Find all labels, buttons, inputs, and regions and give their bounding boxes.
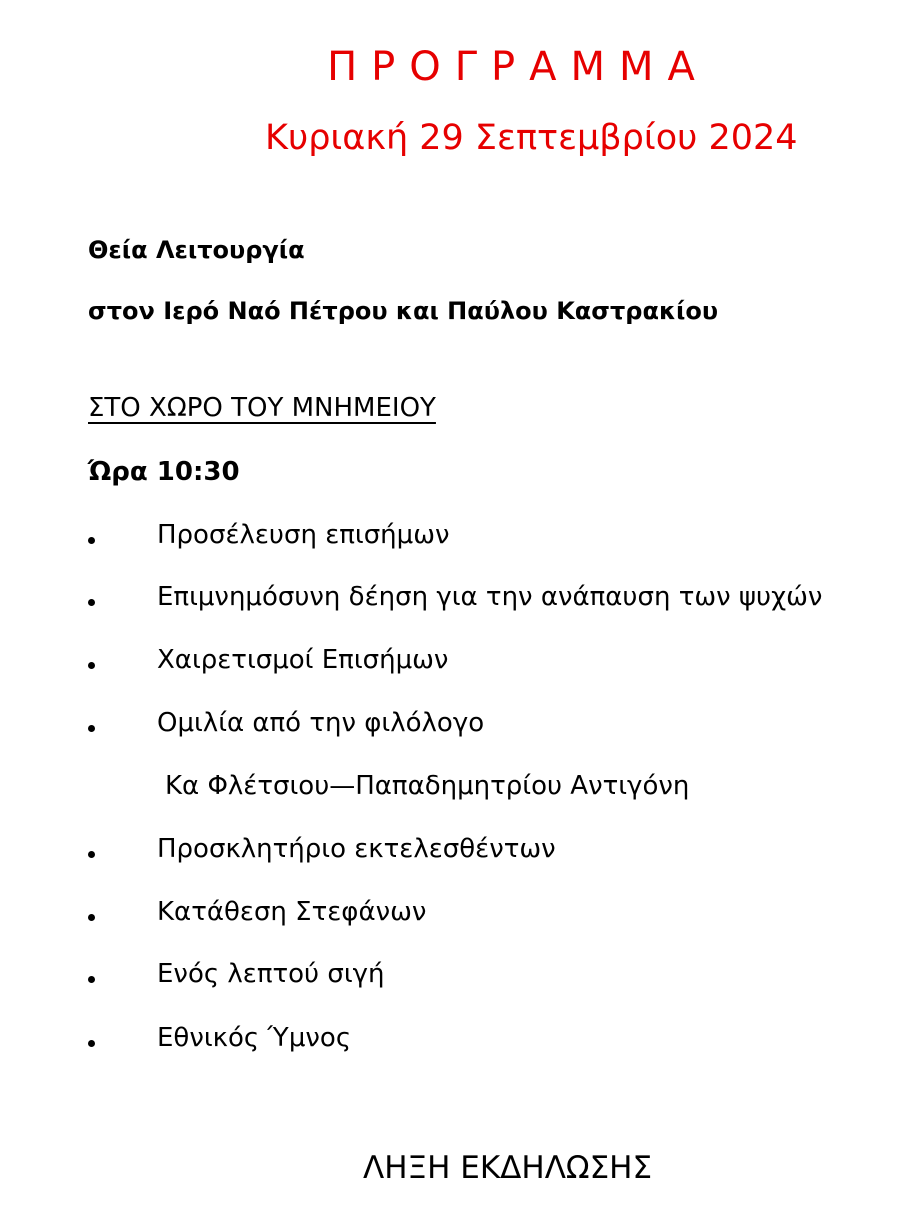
bullet-dot-icon xyxy=(88,725,95,732)
event-date: Κυριακή 29 Σεπτεμβρίου 2024 xyxy=(265,118,798,158)
list-item: Κατάθεση Στεφάνων xyxy=(157,897,427,927)
event-time: Ώρα 10:30 xyxy=(88,457,240,487)
bullet-dot-icon xyxy=(88,1040,95,1047)
speaker-name: Κα Φλέτσιου—Παπαδημητρίου Αντιγόνη xyxy=(165,771,690,801)
closing-text: ΛΗΞΗ ΕΚΔΗΛΩΣΗΣ xyxy=(363,1150,653,1186)
list-item: Προσκλητήριο εκτελεσθέντων xyxy=(157,834,556,864)
list-item: Προσέλευση επισήμων xyxy=(157,520,450,550)
program-title: ΠΡΟΓΡΑΜΜΑ xyxy=(327,44,709,90)
bullet-dot-icon xyxy=(88,662,95,669)
bullet-dot-icon xyxy=(88,851,95,858)
bullet-dot-icon xyxy=(88,599,95,606)
bullet-dot-icon xyxy=(88,537,95,544)
list-item: Εθνικός Ύμνος xyxy=(157,1023,352,1053)
liturgy-title: Θεία Λειτουργία xyxy=(88,236,305,264)
bullet-dot-icon xyxy=(88,914,95,921)
liturgy-location: στον Ιερό Ναό Πέτρου και Παύλου Καστρακίου xyxy=(88,297,719,325)
section-heading: ΣΤΟ ΧΩΡΟ ΤΟΥ ΜΝΗΜΕΙΟΥ xyxy=(88,393,436,423)
list-item: Επιμνημόσυνη δέηση για την ανάπαυση των ψυχών xyxy=(157,582,823,612)
bullet-dot-icon xyxy=(88,976,95,983)
list-item: Ομιλία από την φιλόλογο xyxy=(157,708,485,738)
list-item: Χαιρετισμοί Επισήμων xyxy=(157,645,449,675)
list-item: Ενός λεπτού σιγή xyxy=(157,959,385,989)
